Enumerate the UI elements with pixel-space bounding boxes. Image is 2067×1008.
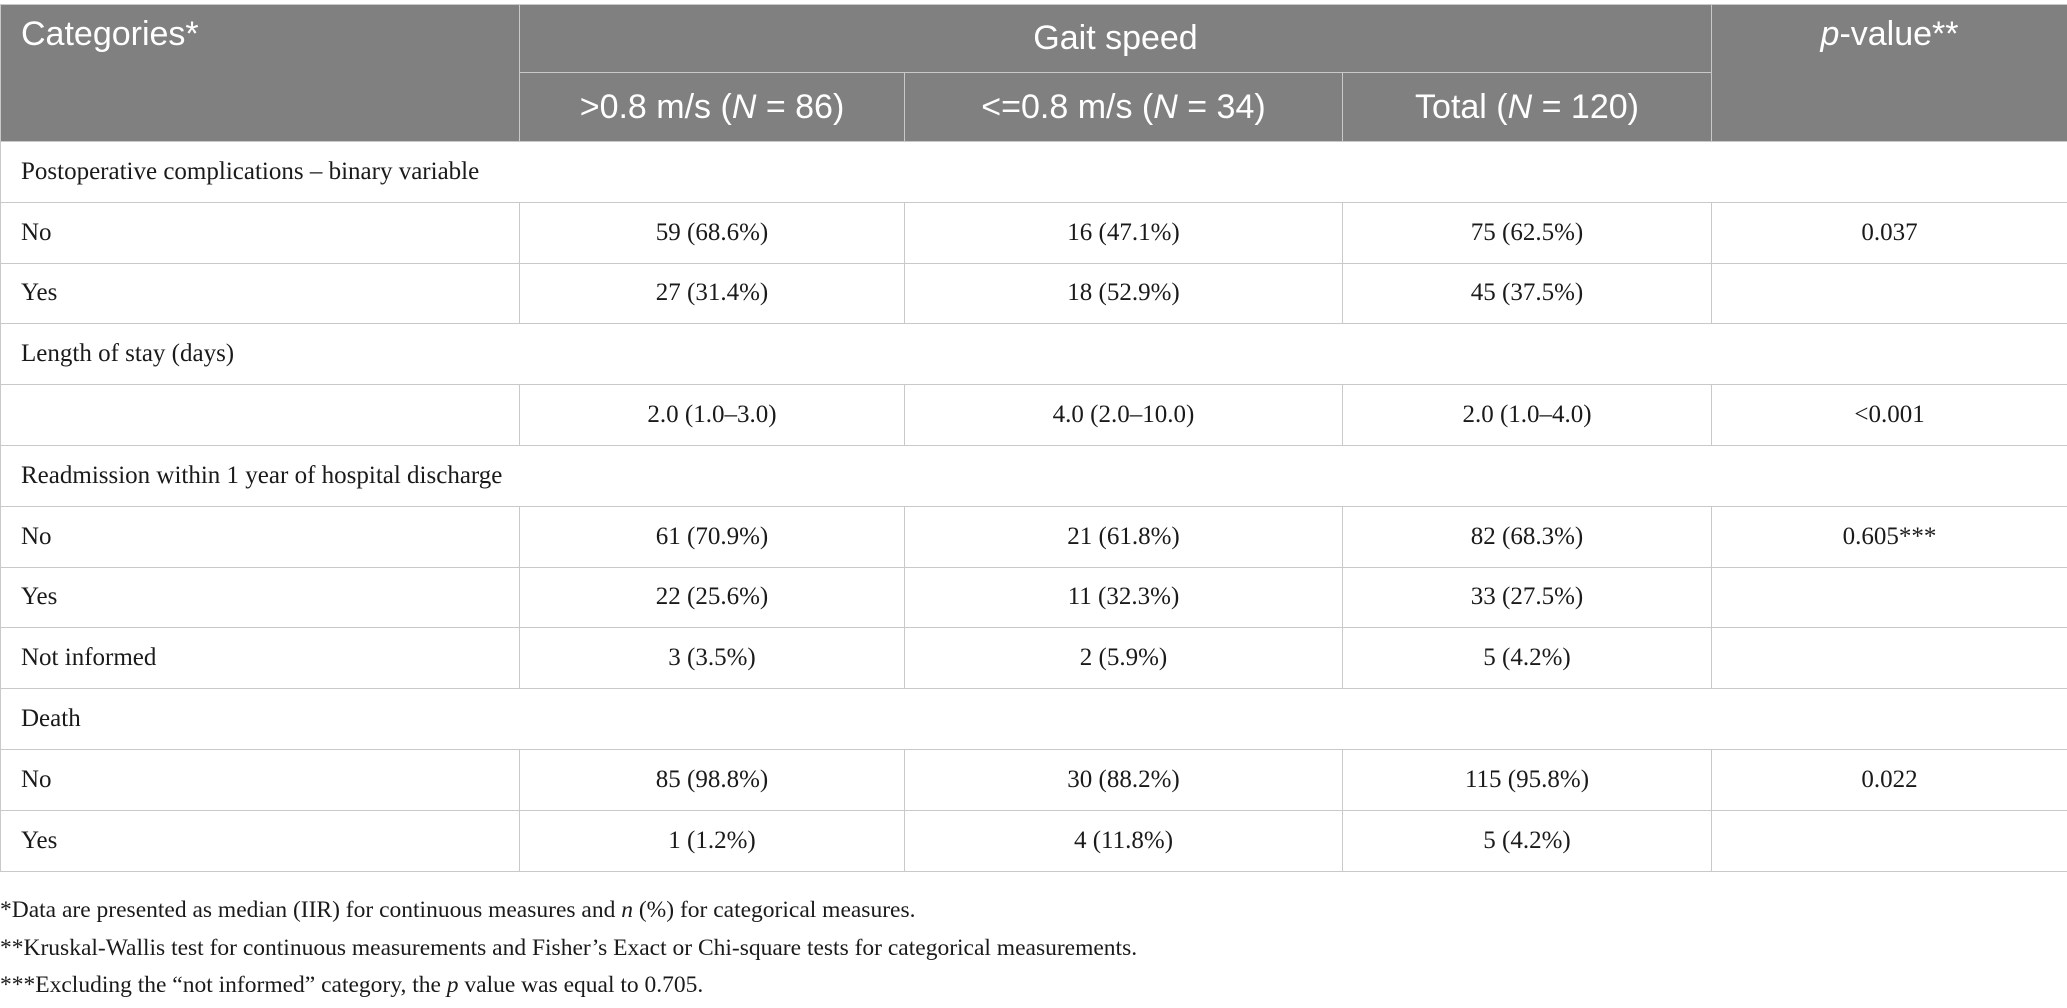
cell-p-value: 0.037 (1712, 202, 2067, 263)
cell-p-value (1712, 567, 2067, 628)
row-label: No (1, 506, 520, 567)
section-title-length-of-stay: Length of stay (days) (1, 324, 2067, 385)
section-title-complications: Postoperative complications – binary variable (1, 142, 2067, 203)
cell-total: 45 (37.5%) (1343, 263, 1712, 324)
header-row-1 (1, 5, 2067, 73)
cell-slow: 2 (5.9%) (905, 628, 1343, 689)
row-label (1, 385, 520, 446)
cell-fast: 59 (68.6%) (520, 202, 905, 263)
footnote-1: *Data are presented as median (IIR) for continuous measures and n (%) for categorical measures. (0, 897, 916, 923)
cell-slow: 21 (61.8%) (905, 506, 1343, 567)
cell-total: 2.0 (1.0–4.0) (1343, 385, 1712, 446)
cell-slow: 18 (52.9%) (905, 263, 1343, 324)
row-label: No (1, 749, 520, 810)
header-categories: Categories* (1, 5, 520, 142)
cell-total: 115 (95.8%) (1343, 749, 1712, 810)
table-row (1, 263, 2067, 324)
section-row (1, 445, 2067, 506)
cell-slow: 11 (32.3%) (905, 567, 1343, 628)
row-label: Yes (1, 810, 520, 871)
cell-fast: 27 (31.4%) (520, 263, 905, 324)
header-col-fast: >0.8 m/s (N = 86) (520, 73, 905, 142)
header-gait-speed: Gait speed (520, 5, 1712, 73)
cell-slow: 30 (88.2%) (905, 749, 1343, 810)
table-row (1, 506, 2067, 567)
cell-total: 82 (68.3%) (1343, 506, 1712, 567)
cell-total: 75 (62.5%) (1343, 202, 1712, 263)
cell-p-value: <0.001 (1712, 385, 2067, 446)
table-row (1, 810, 2067, 871)
cell-p-value (1712, 810, 2067, 871)
section-row (1, 142, 2067, 203)
table-row (1, 628, 2067, 689)
cell-p-value: 0.022 (1712, 749, 2067, 810)
table-row (1, 749, 2067, 810)
cell-total: 5 (4.2%) (1343, 628, 1712, 689)
row-label: Not informed (1, 628, 520, 689)
footnote-2: **Kruskal-Wallis test for continuous measurements and Fisher’s Exact or Chi-square tests for categorical measurements. (0, 934, 1138, 961)
header-col-slow: <=0.8 m/s (N = 34) (905, 73, 1343, 142)
row-label: No (1, 202, 520, 263)
section-row (1, 689, 2067, 750)
table-row (1, 385, 2067, 446)
section-title-readmission: Readmission within 1 year of hospital discharge (1, 445, 2067, 506)
cell-fast: 61 (70.9%) (520, 506, 905, 567)
footnotes (0, 892, 1137, 1005)
cell-fast: 2.0 (1.0–3.0) (520, 385, 905, 446)
cell-slow: 16 (47.1%) (905, 202, 1343, 263)
section-title-death: Death (1, 689, 2067, 750)
table-row (1, 202, 2067, 263)
cell-fast: 1 (1.2%) (520, 810, 905, 871)
footnote-3: ***Excluding the “not informed” category, the p value was equal to 0.705. (0, 972, 704, 998)
cell-fast: 22 (25.6%) (520, 567, 905, 628)
header-p-value: p-value** (1712, 5, 2067, 142)
cell-total: 33 (27.5%) (1343, 567, 1712, 628)
cell-total: 5 (4.2%) (1343, 810, 1712, 871)
cell-slow: 4 (11.8%) (905, 810, 1343, 871)
header-col-total: Total (N = 120) (1343, 73, 1712, 142)
cell-p-value: 0.605*** (1712, 506, 2067, 567)
cell-slow: 4.0 (2.0–10.0) (905, 385, 1343, 446)
cell-p-value (1712, 628, 2067, 689)
cell-p-value (1712, 263, 2067, 324)
cell-fast: 85 (98.8%) (520, 749, 905, 810)
section-row (1, 324, 2067, 385)
table-row (1, 567, 2067, 628)
cell-fast: 3 (3.5%) (520, 628, 905, 689)
row-label: Yes (1, 263, 520, 324)
row-label: Yes (1, 567, 520, 628)
results-table (0, 4, 2067, 872)
